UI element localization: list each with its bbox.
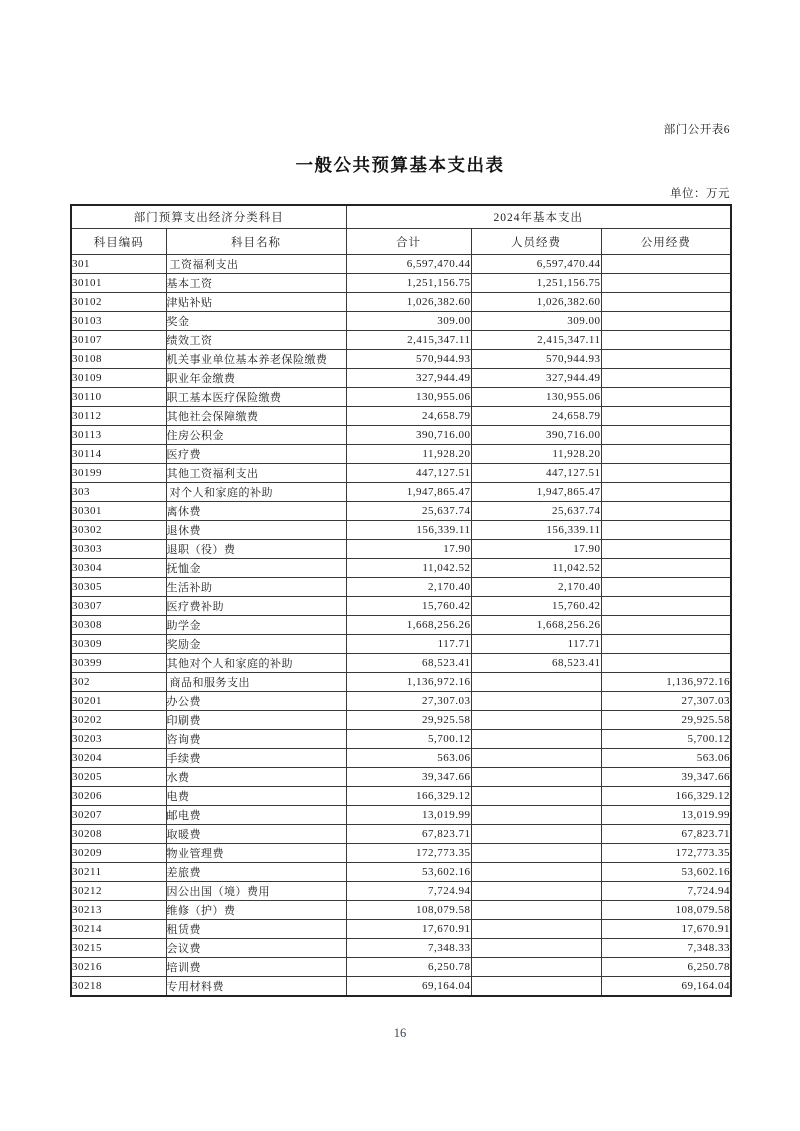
cell-total: 29,925.58 — [346, 711, 471, 730]
header-group-basic-expenditure: 2024年基本支出 — [346, 205, 731, 229]
cell-subject-name: 抚恤金 — [166, 559, 346, 578]
cell-subject-code: 30214 — [71, 920, 166, 939]
table-row — [71, 274, 731, 293]
cell-personnel-funds: 6,597,470.44 — [471, 255, 601, 274]
cell-public-funds: 69,164.04 — [601, 977, 731, 997]
table-row — [71, 768, 731, 787]
table-row — [71, 844, 731, 863]
table-row — [71, 578, 731, 597]
cell-personnel-funds: 1,668,256.26 — [471, 616, 601, 635]
cell-public-funds — [601, 502, 731, 521]
cell-total: 2,170.40 — [346, 578, 471, 597]
cell-subject-code: 30205 — [71, 768, 166, 787]
cell-total: 172,773.35 — [346, 844, 471, 863]
cell-personnel-funds: 156,339.11 — [471, 521, 601, 540]
cell-subject-code: 30211 — [71, 863, 166, 882]
table-row — [71, 635, 731, 654]
cell-personnel-funds: 68,523.41 — [471, 654, 601, 673]
cell-subject-name: 离休费 — [166, 502, 346, 521]
cell-total: 15,760.42 — [346, 597, 471, 616]
table-row — [71, 730, 731, 749]
table-body — [71, 255, 731, 997]
table-row — [71, 559, 731, 578]
cell-subject-name: 工资福利支出 — [166, 255, 346, 274]
table-row — [71, 939, 731, 958]
page-number: 16 — [393, 1026, 407, 1040]
cell-total: 1,136,972.16 — [346, 673, 471, 692]
cell-subject-code: 30101 — [71, 274, 166, 293]
cell-public-funds — [601, 654, 731, 673]
cell-personnel-funds: 570,944.93 — [471, 350, 601, 369]
table-row — [71, 445, 731, 464]
cell-total: 69,164.04 — [346, 977, 471, 997]
table-header-columns-row — [71, 229, 731, 255]
table-row — [71, 407, 731, 426]
cell-subject-code: 30215 — [71, 939, 166, 958]
cell-subject-name: 其他工资福利支出 — [166, 464, 346, 483]
cell-subject-code: 30301 — [71, 502, 166, 521]
cell-total: 1,947,865.47 — [346, 483, 471, 502]
cell-total: 24,658.79 — [346, 407, 471, 426]
cell-subject-code: 30206 — [71, 787, 166, 806]
cell-personnel-funds: 17.90 — [471, 540, 601, 559]
cell-public-funds — [601, 369, 731, 388]
table-row — [71, 787, 731, 806]
cell-total: 309.00 — [346, 312, 471, 331]
cell-public-funds — [601, 483, 731, 502]
table-row — [71, 464, 731, 483]
cell-public-funds — [601, 559, 731, 578]
cell-subject-code: 30209 — [71, 844, 166, 863]
table-row — [71, 692, 731, 711]
form-number-label: 部门公开表6 — [663, 124, 730, 136]
cell-subject-code: 30218 — [71, 977, 166, 997]
cell-subject-code: 301 — [71, 255, 166, 274]
cell-total: 166,329.12 — [346, 787, 471, 806]
cell-subject-name: 助学金 — [166, 616, 346, 635]
cell-total: 117.71 — [346, 635, 471, 654]
cell-public-funds: 7,348.33 — [601, 939, 731, 958]
cell-subject-code: 30199 — [71, 464, 166, 483]
cell-public-funds: 7,724.94 — [601, 882, 731, 901]
table-row — [71, 920, 731, 939]
cell-subject-name: 取暖费 — [166, 825, 346, 844]
cell-subject-name: 基本工资 — [166, 274, 346, 293]
cell-subject-code: 30102 — [71, 293, 166, 312]
table-row — [71, 882, 731, 901]
cell-subject-code: 30114 — [71, 445, 166, 464]
cell-subject-name: 水费 — [166, 768, 346, 787]
cell-subject-code: 30201 — [71, 692, 166, 711]
cell-public-funds: 53,602.16 — [601, 863, 731, 882]
cell-subject-code: 30109 — [71, 369, 166, 388]
cell-personnel-funds: 2,170.40 — [471, 578, 601, 597]
cell-personnel-funds — [471, 901, 601, 920]
cell-personnel-funds: 117.71 — [471, 635, 601, 654]
cell-public-funds — [601, 274, 731, 293]
cell-public-funds: 13,019.99 — [601, 806, 731, 825]
cell-total: 17,670.91 — [346, 920, 471, 939]
cell-total: 6,250.78 — [346, 958, 471, 977]
cell-personnel-funds: 24,658.79 — [471, 407, 601, 426]
cell-public-funds — [601, 578, 731, 597]
cell-total: 39,347.66 — [346, 768, 471, 787]
cell-subject-name: 奖励金 — [166, 635, 346, 654]
cell-subject-code: 30212 — [71, 882, 166, 901]
table-row — [71, 255, 731, 274]
cell-subject-code: 30303 — [71, 540, 166, 559]
cell-total: 7,348.33 — [346, 939, 471, 958]
cell-total: 13,019.99 — [346, 806, 471, 825]
unit-label: 单位：万元 — [670, 188, 730, 200]
cell-subject-name: 医疗费 — [166, 445, 346, 464]
cell-public-funds — [601, 445, 731, 464]
cell-total: 130,955.06 — [346, 388, 471, 407]
cell-subject-name: 手续费 — [166, 749, 346, 768]
cell-public-funds — [601, 426, 731, 445]
cell-public-funds: 39,347.66 — [601, 768, 731, 787]
cell-subject-name: 因公出国（境）费用 — [166, 882, 346, 901]
cell-subject-name: 绩效工资 — [166, 331, 346, 350]
cell-subject-name: 奖金 — [166, 312, 346, 331]
cell-personnel-funds — [471, 863, 601, 882]
cell-subject-name: 机关事业单位基本养老保险缴费 — [166, 350, 346, 369]
table-row — [71, 540, 731, 559]
cell-public-funds — [601, 635, 731, 654]
cell-subject-code: 30103 — [71, 312, 166, 331]
cell-public-funds: 172,773.35 — [601, 844, 731, 863]
cell-subject-code: 30202 — [71, 711, 166, 730]
cell-personnel-funds — [471, 844, 601, 863]
table-row — [71, 958, 731, 977]
cell-personnel-funds: 327,944.49 — [471, 369, 601, 388]
table-row — [71, 426, 731, 445]
cell-personnel-funds: 25,637.74 — [471, 502, 601, 521]
table-row — [71, 977, 731, 997]
cell-subject-code: 30207 — [71, 806, 166, 825]
table-row — [71, 825, 731, 844]
cell-personnel-funds — [471, 825, 601, 844]
cell-public-funds: 166,329.12 — [601, 787, 731, 806]
table-row — [71, 502, 731, 521]
cell-public-funds: 563.06 — [601, 749, 731, 768]
budget-table — [70, 204, 732, 997]
cell-total: 25,637.74 — [346, 502, 471, 521]
col-header-total: 合计 — [346, 229, 471, 255]
cell-subject-name: 津贴补贴 — [166, 293, 346, 312]
cell-personnel-funds: 390,716.00 — [471, 426, 601, 445]
cell-total: 17.90 — [346, 540, 471, 559]
table-row — [71, 806, 731, 825]
cell-subject-name: 邮电费 — [166, 806, 346, 825]
table-row — [71, 483, 731, 502]
cell-public-funds — [601, 540, 731, 559]
cell-subject-code: 30208 — [71, 825, 166, 844]
cell-total: 156,339.11 — [346, 521, 471, 540]
table-row — [71, 901, 731, 920]
cell-public-funds — [601, 407, 731, 426]
cell-public-funds — [601, 331, 731, 350]
table-row — [71, 369, 731, 388]
col-header-subject-name: 科目名称 — [166, 229, 346, 255]
cell-total: 6,597,470.44 — [346, 255, 471, 274]
cell-personnel-funds: 15,760.42 — [471, 597, 601, 616]
cell-total: 108,079.58 — [346, 901, 471, 920]
cell-personnel-funds: 11,928.20 — [471, 445, 601, 464]
cell-subject-code: 30204 — [71, 749, 166, 768]
table-row — [71, 863, 731, 882]
cell-subject-code: 30110 — [71, 388, 166, 407]
cell-total: 447,127.51 — [346, 464, 471, 483]
cell-subject-name: 电费 — [166, 787, 346, 806]
table-row — [71, 350, 731, 369]
cell-total: 1,251,156.75 — [346, 274, 471, 293]
cell-subject-name: 其他对个人和家庭的补助 — [166, 654, 346, 673]
cell-total: 27,307.03 — [346, 692, 471, 711]
cell-subject-name: 医疗费补助 — [166, 597, 346, 616]
cell-subject-name: 差旅费 — [166, 863, 346, 882]
cell-public-funds — [601, 312, 731, 331]
cell-subject-code: 303 — [71, 483, 166, 502]
cell-public-funds: 27,307.03 — [601, 692, 731, 711]
cell-total: 11,928.20 — [346, 445, 471, 464]
cell-subject-name: 租赁费 — [166, 920, 346, 939]
cell-personnel-funds: 1,947,865.47 — [471, 483, 601, 502]
cell-subject-code: 30203 — [71, 730, 166, 749]
cell-total: 7,724.94 — [346, 882, 471, 901]
cell-total: 68,523.41 — [346, 654, 471, 673]
cell-total: 570,944.93 — [346, 350, 471, 369]
table-row — [71, 749, 731, 768]
cell-personnel-funds — [471, 768, 601, 787]
cell-personnel-funds — [471, 920, 601, 939]
cell-personnel-funds — [471, 787, 601, 806]
table-row — [71, 521, 731, 540]
cell-public-funds: 67,823.71 — [601, 825, 731, 844]
cell-personnel-funds: 2,415,347.11 — [471, 331, 601, 350]
cell-public-funds: 29,925.58 — [601, 711, 731, 730]
table-row — [71, 711, 731, 730]
cell-public-funds: 6,250.78 — [601, 958, 731, 977]
cell-total: 390,716.00 — [346, 426, 471, 445]
cell-public-funds — [601, 464, 731, 483]
cell-personnel-funds — [471, 806, 601, 825]
cell-subject-name: 职业年金缴费 — [166, 369, 346, 388]
cell-total: 2,415,347.11 — [346, 331, 471, 350]
cell-total: 327,944.49 — [346, 369, 471, 388]
cell-subject-name: 办公费 — [166, 692, 346, 711]
cell-public-funds: 1,136,972.16 — [601, 673, 731, 692]
cell-subject-name: 对个人和家庭的补助 — [166, 483, 346, 502]
cell-subject-name: 其他社会保障缴费 — [166, 407, 346, 426]
cell-subject-code: 30302 — [71, 521, 166, 540]
cell-public-funds — [601, 521, 731, 540]
cell-personnel-funds — [471, 939, 601, 958]
cell-public-funds: 5,700.12 — [601, 730, 731, 749]
cell-subject-name: 物业管理费 — [166, 844, 346, 863]
table-row — [71, 673, 731, 692]
cell-public-funds — [601, 597, 731, 616]
cell-public-funds: 17,670.91 — [601, 920, 731, 939]
cell-subject-code: 30213 — [71, 901, 166, 920]
cell-personnel-funds — [471, 692, 601, 711]
cell-personnel-funds — [471, 882, 601, 901]
table-row — [71, 293, 731, 312]
cell-public-funds: 108,079.58 — [601, 901, 731, 920]
cell-subject-code: 30305 — [71, 578, 166, 597]
table-row — [71, 616, 731, 635]
page-title: 一般公共预算基本支出表 — [295, 155, 505, 175]
table-row — [71, 654, 731, 673]
cell-subject-name: 退休费 — [166, 521, 346, 540]
cell-subject-code: 302 — [71, 673, 166, 692]
cell-personnel-funds: 11,042.52 — [471, 559, 601, 578]
cell-subject-code: 30216 — [71, 958, 166, 977]
cell-public-funds — [601, 255, 731, 274]
cell-personnel-funds: 1,026,382.60 — [471, 293, 601, 312]
table-row — [71, 312, 731, 331]
cell-total: 1,668,256.26 — [346, 616, 471, 635]
cell-personnel-funds — [471, 977, 601, 997]
cell-public-funds — [601, 616, 731, 635]
cell-personnel-funds: 1,251,156.75 — [471, 274, 601, 293]
cell-personnel-funds: 447,127.51 — [471, 464, 601, 483]
cell-public-funds — [601, 293, 731, 312]
cell-public-funds — [601, 388, 731, 407]
cell-subject-code: 30304 — [71, 559, 166, 578]
col-header-public-funds: 公用经费 — [601, 229, 731, 255]
cell-subject-name: 商品和服务支出 — [166, 673, 346, 692]
cell-subject-name: 生活补助 — [166, 578, 346, 597]
table-header — [71, 205, 731, 255]
cell-total: 11,042.52 — [346, 559, 471, 578]
cell-total: 53,602.16 — [346, 863, 471, 882]
cell-subject-name: 咨询费 — [166, 730, 346, 749]
cell-subject-code: 30113 — [71, 426, 166, 445]
cell-subject-name: 退职（役）费 — [166, 540, 346, 559]
cell-personnel-funds: 130,955.06 — [471, 388, 601, 407]
cell-personnel-funds — [471, 730, 601, 749]
table-row — [71, 388, 731, 407]
col-header-subject-code: 科目编码 — [71, 229, 166, 255]
cell-subject-code: 30309 — [71, 635, 166, 654]
cell-total: 563.06 — [346, 749, 471, 768]
cell-subject-name: 会议费 — [166, 939, 346, 958]
table-row — [71, 597, 731, 616]
cell-personnel-funds: 309.00 — [471, 312, 601, 331]
cell-subject-name: 职工基本医疗保险缴费 — [166, 388, 346, 407]
cell-subject-name: 培训费 — [166, 958, 346, 977]
cell-subject-code: 30107 — [71, 331, 166, 350]
header-group-classification: 部门预算支出经济分类科目 — [71, 205, 346, 229]
cell-subject-name: 印刷费 — [166, 711, 346, 730]
cell-subject-name: 专用材料费 — [166, 977, 346, 997]
cell-subject-code: 30112 — [71, 407, 166, 426]
cell-personnel-funds — [471, 749, 601, 768]
cell-subject-name: 维修（护）费 — [166, 901, 346, 920]
cell-subject-name: 住房公积金 — [166, 426, 346, 445]
table-header-group-row — [71, 205, 731, 229]
cell-subject-code: 30399 — [71, 654, 166, 673]
cell-personnel-funds — [471, 711, 601, 730]
table-row — [71, 331, 731, 350]
cell-total: 1,026,382.60 — [346, 293, 471, 312]
col-header-personnel-funds: 人员经费 — [471, 229, 601, 255]
cell-subject-code: 30308 — [71, 616, 166, 635]
cell-subject-code: 30307 — [71, 597, 166, 616]
cell-public-funds — [601, 350, 731, 369]
cell-subject-code: 30108 — [71, 350, 166, 369]
cell-personnel-funds — [471, 673, 601, 692]
cell-personnel-funds — [471, 958, 601, 977]
cell-total: 67,823.71 — [346, 825, 471, 844]
cell-total: 5,700.12 — [346, 730, 471, 749]
